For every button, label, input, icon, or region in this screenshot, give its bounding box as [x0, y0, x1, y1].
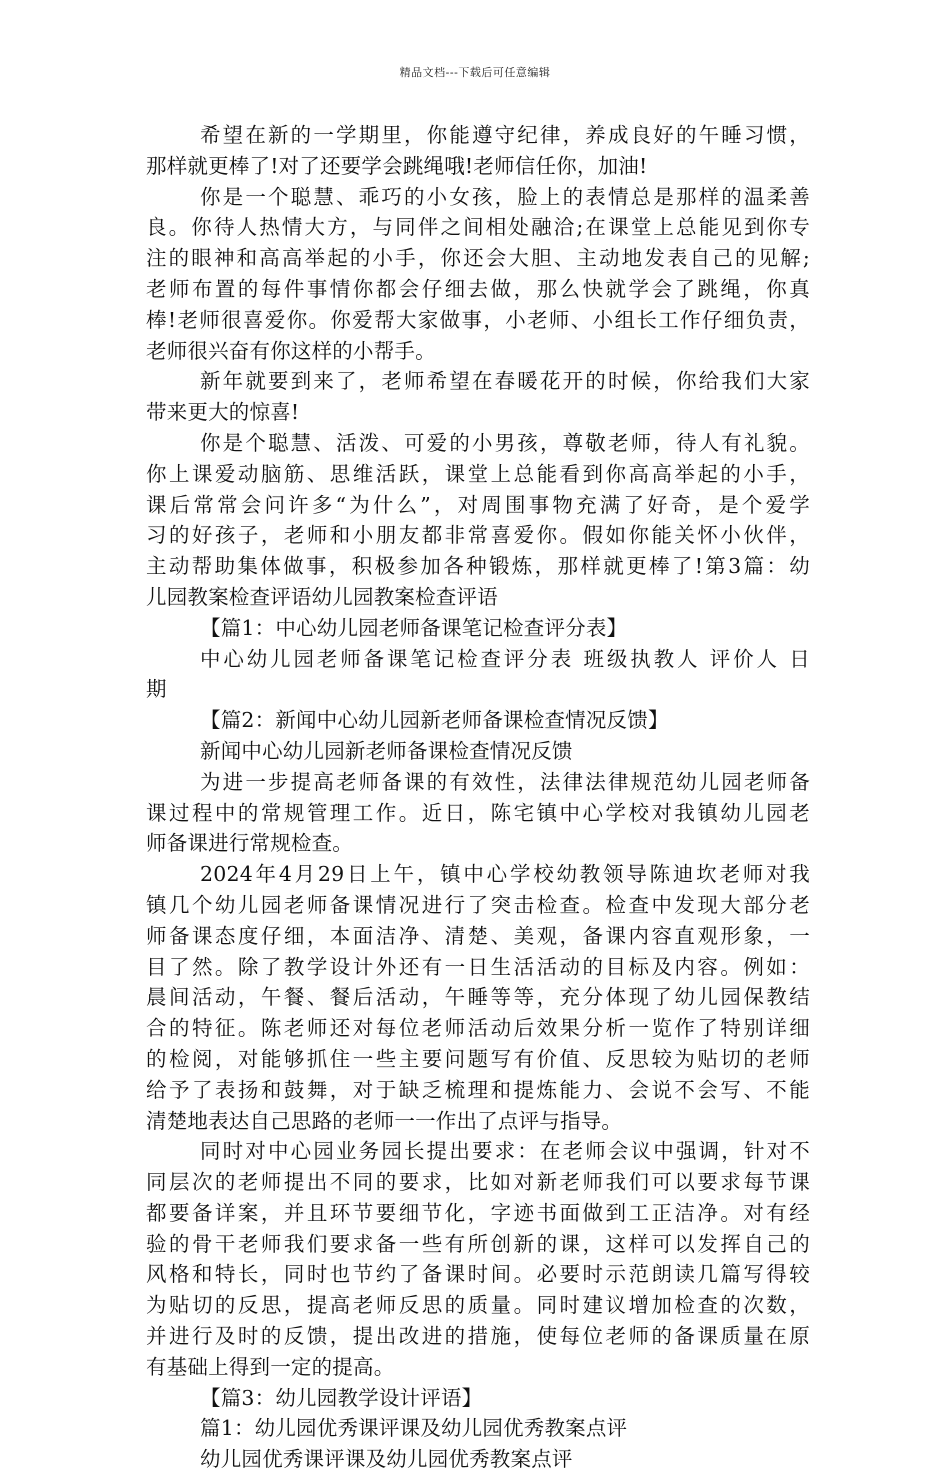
text-line: 并进行及时的反馈，提出改进的措施，使每位老师的备课质量在原	[146, 1324, 810, 1349]
page-header: 精品文档---下载后可任意编辑	[399, 66, 551, 79]
text-line: 同层次的老师提出不同的要求，比如对新老师我们可以要求每节课	[146, 1170, 810, 1195]
text-line: 期	[146, 677, 167, 702]
text-line: 主动帮助集体做事，积极参加各种锻炼，那样就更棒了!第3篇：幼	[146, 554, 810, 579]
text-line: 幼儿园优秀课评课及幼儿园优秀教案点评	[200, 1447, 573, 1472]
text-line: 中心幼儿园老师备课笔记检查评分表 班级执教人 评价人 日	[200, 646, 810, 671]
text-line: 棒!老师很喜爱你。你爱帮大家做事，小老师、小组长工作仔细负责，	[146, 307, 810, 332]
text-line: 儿园教案检查评语幼儿园教案检查评语	[146, 584, 498, 609]
text-line: 注的眼神和高高举起的小手，你还会大胆、主动地发表自己的见解;	[146, 246, 810, 271]
text-line: 合的特征。陈老师还对每位老师活动后效果分析一览作了特别详细	[146, 1016, 810, 1041]
text-line: 师备课态度仔细，本面洁净、清楚、美观，备课内容直观形象，一	[146, 923, 810, 948]
text-line: 给予了表扬和鼓舞，对于缺乏梳理和提炼能力、会说不会写、不能	[146, 1077, 810, 1102]
text-line: 你上课爱动脑筋、思维活跃，课堂上总能看到你高高举起的小手，	[146, 461, 810, 486]
text-line: 老师布置的每件事情你都会仔细去做，那么快就学会了跳绳，你真	[146, 276, 810, 301]
text-line: 课后常常会问许多“为什么”，对周围事物充满了好奇，是个爱学	[146, 492, 810, 517]
text-line: 有基础上得到一定的提高。	[146, 1354, 395, 1379]
text-line: 为贴切的反思，提高老师反思的质量。同时建议增加检查的次数，	[146, 1293, 810, 1318]
text-line: 带来更大的惊喜!	[146, 400, 300, 425]
text-line: 【篇2：新闻中心幼儿园新老师备课检查情况反馈】	[200, 708, 669, 733]
text-line: 2024年4月29日上午，镇中心学校幼教领导陈迪坎老师对我	[200, 862, 810, 887]
text-line: 新闻中心幼儿园新老师备课检查情况反馈	[200, 738, 573, 763]
text-line: 清楚地表达自己思路的老师一一作出了点评与指导。	[146, 1108, 623, 1133]
text-line: 镇几个幼儿园老师备课情况进行了突击检查。检查中发现大部分老	[146, 892, 810, 917]
text-line: 良。你待人热情大方，与同伴之间相处融洽;在课堂上总能见到你专	[146, 215, 810, 240]
text-line: 为进一步提高老师备课的有效性，法律法律规范幼儿园老师备	[200, 769, 810, 794]
text-line: 那样就更棒了!对了还要学会跳绳哦!老师信任你，加油!	[146, 153, 648, 178]
text-line: 习的好孩子，老师和小朋友都非常喜爱你。假如你能关怀小伙伴，	[146, 523, 810, 548]
text-line: 希望在新的一学期里，你能遵守纪律，养成良好的午睡习惯，	[200, 123, 810, 147]
text-line: 目了然。除了教学设计外还有一日生活活动的目标及内容。例如：	[146, 954, 810, 979]
text-line: 课过程中的常规管理工作。近日，陈宅镇中心学校对我镇幼儿园老	[146, 800, 810, 825]
document-body	[146, 120, 810, 1475]
text-line: 【篇1：中心幼儿园老师备课笔记检查评分表】	[200, 615, 628, 640]
text-line: 老师很兴奋有你这样的小帮手。	[146, 338, 436, 363]
text-line: 师备课进行常规检查。	[146, 831, 353, 856]
text-line: 晨间活动，午餐、餐后活动，午睡等等，充分体现了幼儿园保教结	[146, 985, 810, 1010]
text-line: 新年就要到来了，老师希望在春暖花开的时候，你给我们大家	[200, 369, 810, 394]
text-line: 的检阅，对能够抓住一些主要问题写有价值、反思较为贴切的老师	[146, 1046, 810, 1071]
text-line: 同时对中心园业务园长提出要求：在老师会议中强调，针对不	[200, 1139, 810, 1164]
text-line: 都要备详案，并且环节要细节化，字迹书面做到工正洁净。对有经	[146, 1200, 810, 1225]
text-line: 你是个聪慧、活泼、可爱的小男孩，尊敬老师，待人有礼貌。	[200, 430, 810, 455]
text-line: 验的骨干老师我们要求备一些有所创新的课，这样可以发挥自己的	[146, 1231, 810, 1256]
text-line: 【篇3：幼儿园教学设计评语】	[200, 1385, 483, 1410]
text-line: 风格和特长，同时也节约了备课时间。必要时示范朗读几篇写得较	[146, 1262, 810, 1287]
text-line: 你是一个聪慧、乖巧的小女孩，脸上的表情总是那样的温柔善	[200, 184, 810, 209]
text-line: 篇1：幼儿园优秀课评课及幼儿园优秀教案点评	[200, 1416, 628, 1441]
